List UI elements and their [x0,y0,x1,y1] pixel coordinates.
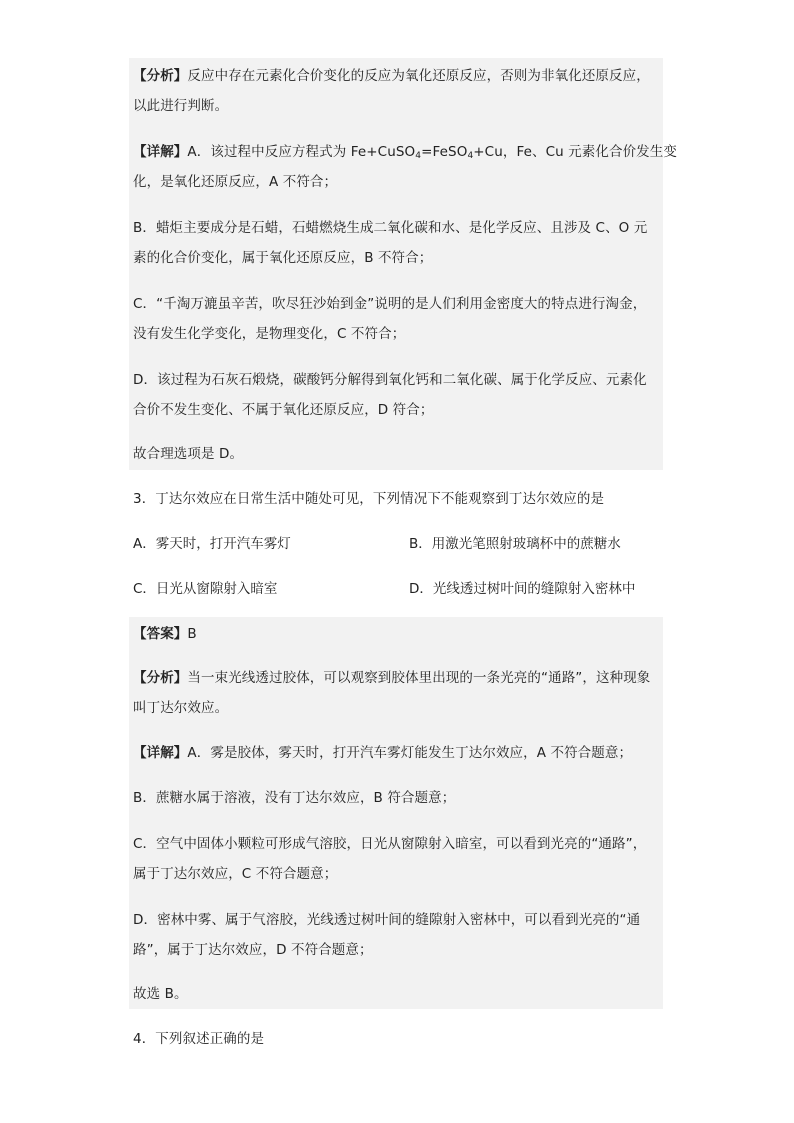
q3-detail-a [133,743,665,763]
answer-tag: 【答案】 [133,626,188,642]
q3-answer-line [133,624,665,644]
q3-detail-d-line-2: 路”，属于丁达尔效应，D 不符合题意； [133,942,373,958]
q2-detail-c-line-1: C．“千淘万漉虽辛苦，吹尽狂沙始到金”说明的是人们利用金密度大的特点进行淘金， [133,296,647,312]
subscript: 4 [415,151,422,161]
q3-analysis-text-1: 当一束光线透过胶体，可以观察到胶体里出现的一条光亮的“通路”，这种现象 [187,670,651,686]
q3-detail-c-line-1: C．空气中固体小颗粒可形成气溶胶，日光从窗隙射入暗室，可以看到光亮的“通路”， [133,836,647,852]
q3-detail-b: B．蔗糖水属于溶液，没有丁达尔效应，B 符合题意； [133,790,456,806]
q3-detail-c-line-2: 属于丁达尔效应，C 不符合题意； [133,866,338,882]
q2-analysis-line-2: 以此进行判断。 [133,98,229,114]
q3-detail-d-line-1: D．密林中雾、属于气溶胶，光线透过树叶间的缝隙射入密林中，可以看到光亮的“通 [133,912,641,928]
subscript: 4 [467,151,474,161]
detail-tag: 【详解】 [133,745,188,761]
analysis-tag: 【分析】 [133,68,188,84]
q2-conclusion: 故合理选项是 D。 [133,446,244,462]
q2-detail-a-text-pre: A．该过程中反应方程式为 Fe+CuSO [187,144,416,160]
q2-detail-d-line-1: D．该过程为石灰石煅烧，碳酸钙分解得到氧化钙和二氧化碳、属于化学反应、元素化 [133,372,647,388]
q2-detail-c-line-2: 没有发生化学变化，是物理变化，C 不符合； [133,326,406,342]
q2-detail-a-line-2: 化，是氧化还原反应，A 不符合； [133,174,338,190]
q3-analysis-line-2: 叫丁达尔效应。 [133,700,229,716]
q3-option-c: C．日光从窗隙射入暗室 [133,581,278,597]
q2-detail-b-line-2: 素的化合价变化，属于氧化还原反应，B 不符合； [133,250,433,266]
q2-analysis-line-1 [133,66,665,86]
q3-answer-value: B [187,626,197,642]
q2-detail-a-text-mid: =FeSO [421,144,468,160]
q3-detail-a-text: A．雾是胶体，雾天时，打开汽车雾灯能发生丁达尔效应，A 不符合题意； [187,745,633,761]
q2-analysis-text-1: 反应中存在元素化合价变化的反应为氧化还原反应，否则为非氧化还原反应， [187,68,650,84]
q4-stem: 4．下列叙述正确的是 [133,1031,265,1047]
q3-option-a: A．雾天时，打开汽车雾灯 [133,536,291,552]
detail-tag: 【详解】 [133,144,188,160]
q2-detail-d-line-2: 合价不发生变化、不属于氧化还原反应，D 符合； [133,402,434,418]
analysis-tag: 【分析】 [133,670,188,686]
q3-option-d: D．光线透过树叶间的缝隙射入密林中 [409,581,636,597]
q2-detail-a-text-post: +Cu，Fe、Cu 元素化合价发生变 [473,144,677,160]
q3-conclusion: 故选 B。 [133,986,188,1002]
q3-analysis-line-1 [133,668,665,688]
q2-detail-b-line-1: B．蜡炬主要成分是石蜡，石蜡燃烧生成二氧化碳和水、是化学反应、且涉及 C、O 元 [133,220,648,236]
q3-stem: 3．丁达尔效应在日常生活中随处可见，下列情况下不能观察到丁达尔效应的是 [133,491,605,507]
q2-detail-a-line-1 [133,142,677,162]
q3-option-b: B．用激光笔照射玻璃杯中的蔗糖水 [409,536,621,552]
